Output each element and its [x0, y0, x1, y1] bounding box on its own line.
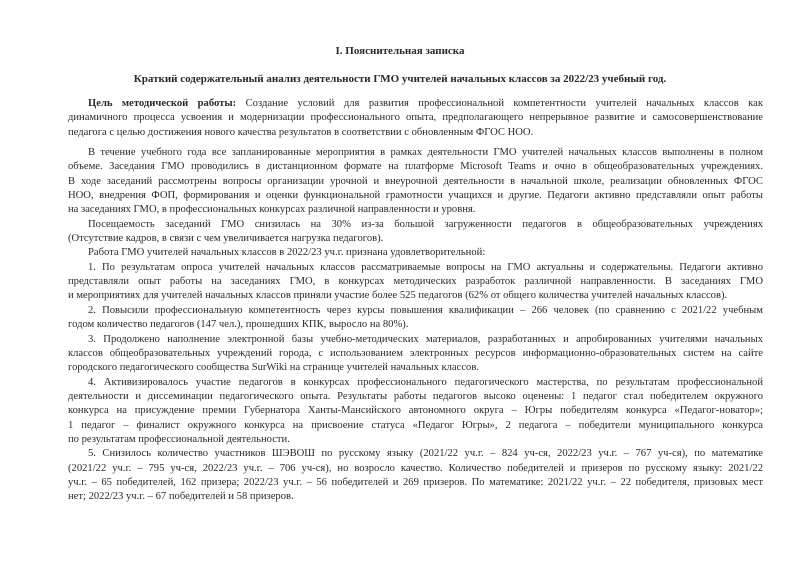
paragraph-line: НОО, внедрения ФОП, формирования и оценки функциональной грамотности учащихся и другие. Педагоги активно представляли опыт работы	[68, 190, 763, 202]
goal-line: педагога с целью достижения нового качества результатов в соответствии с обновленным ФГОС НОО.	[68, 126, 534, 138]
paragraph-line: годом количество педагогов (147 чел.), прошедших КПК, выросло на 80%).	[68, 319, 409, 331]
paragraph-line: нет; 2022/23 уч.г. – 67 победителей и 58 призеров.	[68, 491, 294, 503]
section-title: I. Пояснительная записка	[335, 45, 465, 57]
paragraph-line: 3. Продолжено наполнение электронной базы учебно-методических материалов, разработанных и апробированных учителями начальных	[88, 333, 763, 345]
paragraph-line: объеме. Заседания ГМО проводились в дистанционном формате на платформе Microsoft Teams и очно в общеобразовательных учреждениях.	[68, 161, 763, 173]
paragraph-line: Работа ГМО учителей начальных классов в 2022/23 уч.г. признана удовлетворительной:	[88, 247, 486, 259]
paragraph-line: Посещаемость заседаний ГМО снизилась на 30% из-за большой загруженности педагогов в общеобразовательных учреждениях	[88, 218, 763, 230]
paragraph-line: на заседаниях ГМО, в профессиональных конкурсах различной направленности и уровня.	[68, 204, 476, 216]
paragraph-line: деятельности и диссеминации педагогического опыта. Результаты работы педагогов высоко оценены: 1 педагог стал победителем окружного	[68, 390, 763, 402]
paragraph-line: по результатам профессиональной деятельности.	[68, 433, 290, 445]
goal-line: динамичного процесса усвоения и модернизации профессионального опыта, предполагающего непрерывное развитие и самосовершенствование	[68, 112, 763, 124]
goal-label: Цель методической работы:	[88, 98, 237, 109]
paragraph-line: 1 педагог – финалист окружного конкурса на присвоение статуса «Педагог Югры», 2 педагога – победители муниципального конкурса	[68, 419, 763, 431]
goal-line	[68, 97, 763, 111]
paragraph-line: 5. Снизилось количество участников ШЭВОШ по русскому языку (2021/22 уч.г. – 824 уч-ся, 2022/23 уч.г. – 767 уч-ся), по математике	[88, 448, 763, 460]
paragraph-line: 4. Активизировалось участие педагогов в конкурсах профессионального педагогического мастерства, по результатам профессиональной	[88, 376, 763, 388]
goal-text: Создание условий для развития профессиональной компетентности учителей начальных классов как	[236, 98, 763, 109]
paragraph-line: 1. По результатам опроса учителей начальных классов рассматриваемые вопросы на ГМО актуальны и содержательны. Педагоги активно	[88, 261, 763, 273]
paragraph	[68, 261, 763, 304]
paragraph	[68, 304, 763, 333]
paragraph-line: городского педагогического сообщества SurWiki на странице учителей начальных классов.	[68, 362, 479, 374]
document-body	[68, 97, 763, 505]
paragraph-line: классов общеобразовательных учреждений города, с использованием электронных ресурсов информационно-образовательных систем на сайте	[68, 347, 763, 359]
paragraph	[68, 246, 763, 260]
paragraph-line: (2021/22 уч.г. – 795 уч-ся, 2022/23 уч.г. – 706 уч-ся), но возросло качество. Количество победителей и призеров по русскому языку: 2021/22	[68, 462, 763, 474]
paragraph-line: (Отсутствие кадров, в связи с чем увеличивается нагрузка педагогов).	[68, 233, 384, 245]
paragraph-line: представляли опыт работы на заседаниях ГМО, в конкурсах методических разработок различной направленности. В заседаниях ГМО	[68, 276, 763, 288]
paragraph	[68, 376, 763, 448]
paragraph-line: конкурса на присуждение премии Губернатора Ханты-Мансийского автономного округа – Югры победителям конкурса «Педагог-новатор»;	[68, 405, 763, 417]
paragraph-line: В ходе заседаний рассмотрены вопросы организации урочной и внеурочной деятельности в начальной школе, реализации обновленных ФГОС	[68, 175, 763, 187]
paragraph-line: 2. Повысили профессиональную компетентность через курсы повышения квалификации – 266 человек (по сравнению с 2021/22 учебным	[88, 304, 763, 316]
paragraph-line: и мероприятиях для учителей начальных классов приняли участие более 525 педагогов (62% от общего количества учителей начальных классов).	[68, 290, 728, 302]
document-subtitle: Краткий содержательный анализ деятельности ГМО учителей начальных классов за 2022/23 учебный год.	[133, 73, 667, 85]
paragraph-line: В течение учебного года все запланированные мероприятия в рамках деятельности ГМО учителей начальных классов выполнены в полном	[88, 147, 763, 159]
paragraph-line: уч.г. – 65 победителей, 162 призера; 2022/23 уч.г. – 56 победителей и 269 призеров. По математике: 2021/22 уч.г. – 22 победителя, призовых мест	[68, 476, 763, 488]
paragraph	[68, 146, 763, 218]
paragraph	[68, 447, 763, 504]
paragraph	[68, 333, 763, 376]
paragraphs	[68, 146, 763, 505]
paragraph	[68, 218, 763, 247]
